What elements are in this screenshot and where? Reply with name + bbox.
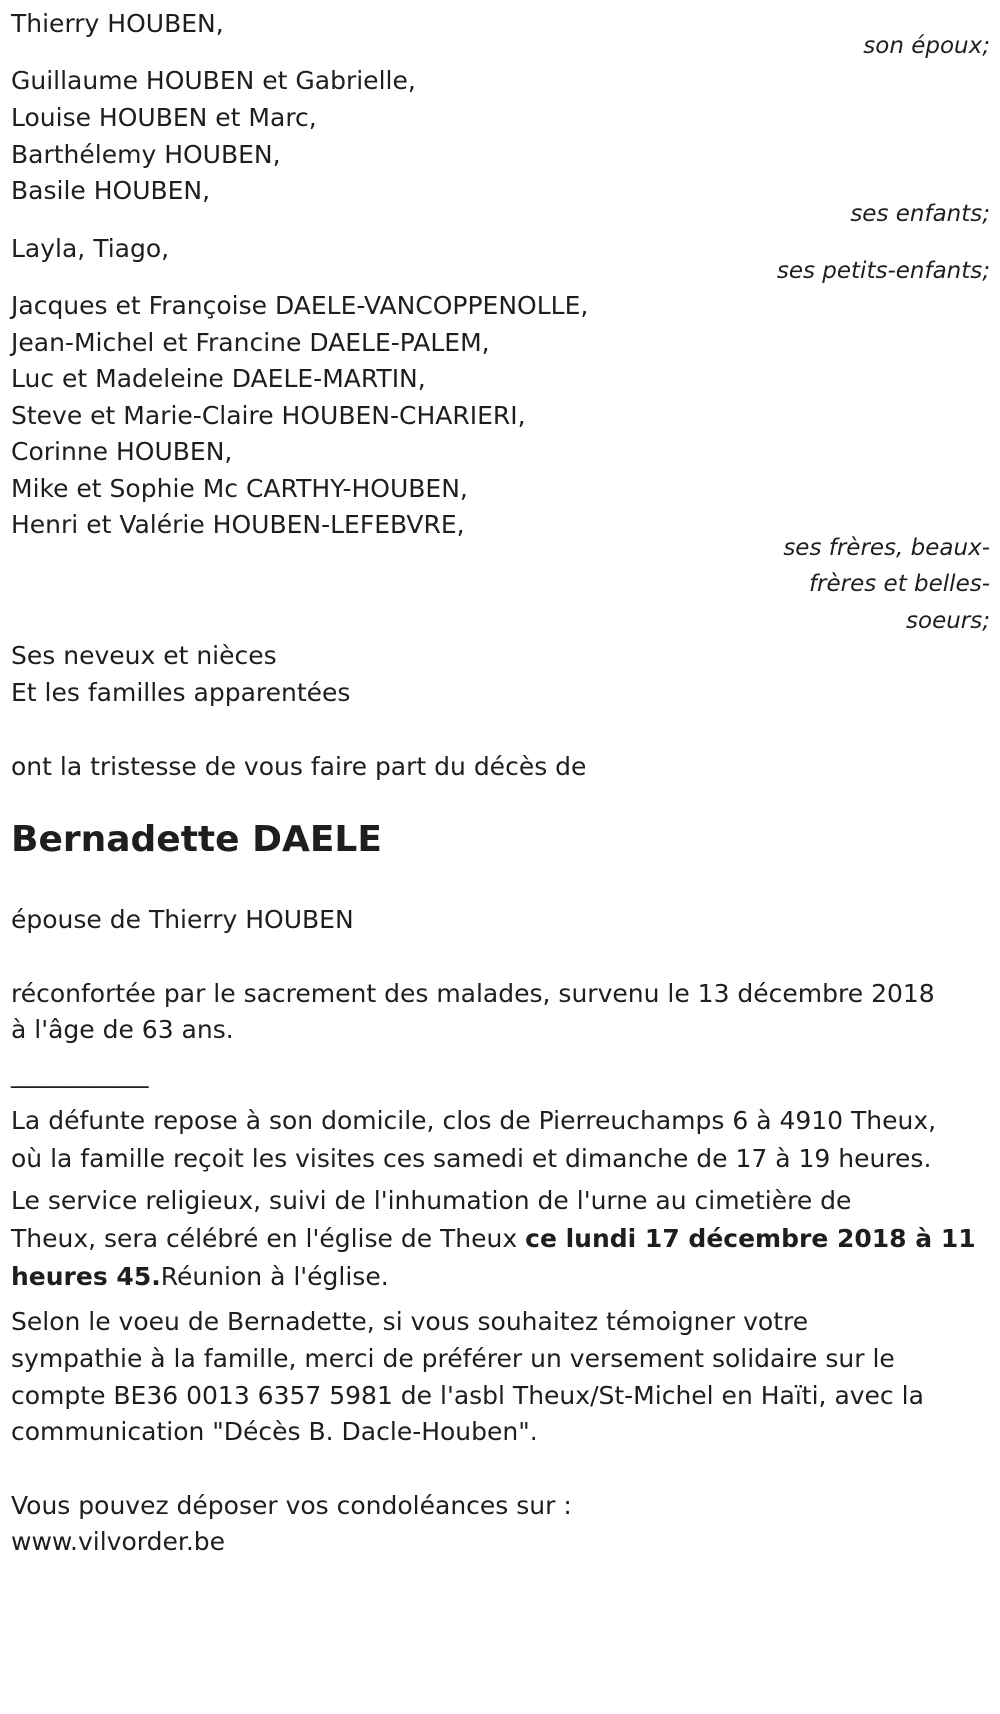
sibling-name: Jacques et Françoise DAELE-VANCOPPENOLLE, bbox=[11, 291, 589, 320]
child-name: Basile HOUBEN, bbox=[11, 176, 211, 205]
sibling-name: Jean-Michel et Francine DAELE-PALEM, bbox=[11, 328, 490, 357]
sibling-name: Corinne HOUBEN, bbox=[11, 437, 233, 466]
wish-line: sympathie à la famille, merci de préférer un versement solidaire sur le bbox=[11, 1344, 895, 1373]
service-line bbox=[11, 1259, 389, 1295]
visits-line: où la famille reçoit les visites ces samedi et dimanche de 17 à 19 heures. bbox=[11, 1144, 932, 1173]
meeting-text: Réunion à l'église. bbox=[160, 1262, 389, 1291]
service-text: Theux, sera célébré en l'église de Theux bbox=[11, 1224, 526, 1253]
sibling-name: Henri et Valérie HOUBEN-LEFEBVRE, bbox=[11, 510, 465, 539]
grandchildren-names: Layla, Tiago, bbox=[11, 234, 170, 263]
spouse-of-line: épouse de Thierry HOUBEN bbox=[11, 905, 354, 934]
condolences-link-line bbox=[11, 1524, 225, 1560]
families-line: Et les familles apparentées bbox=[11, 678, 351, 707]
service-time: heures 45. bbox=[11, 1262, 161, 1291]
wish-line: Selon le voeu de Bernadette, si vous souhaitez témoigner votre bbox=[11, 1307, 809, 1336]
sibling-name: Mike et Sophie Mc CARTHY-HOUBEN, bbox=[11, 474, 468, 503]
children-role: ses enfants; bbox=[850, 201, 990, 227]
grandchildren-role: ses petits-enfants; bbox=[776, 258, 990, 284]
child-name: Guillaume HOUBEN et Gabrielle, bbox=[11, 66, 416, 95]
rest-location-line: La défunte repose à son domicile, clos de Pierreuchamps 6 à 4910 Theux, bbox=[11, 1106, 937, 1135]
siblings-role: ses frères, beaux- bbox=[783, 535, 990, 561]
siblings-role: soeurs; bbox=[906, 608, 990, 634]
nephews-line: Ses neveux et nièces bbox=[11, 641, 277, 670]
service-date: ce lundi 17 décembre 2018 à 11 bbox=[525, 1224, 976, 1253]
service-line bbox=[11, 1221, 976, 1257]
siblings-role: frères et belles- bbox=[808, 571, 990, 597]
separator-line: ___________ bbox=[11, 1059, 149, 1088]
deceased-name: Bernadette DAELE bbox=[11, 819, 382, 860]
condolences-text: Vous pouvez déposer vos condoléances sur : bbox=[11, 1491, 572, 1520]
child-name: Louise HOUBEN et Marc, bbox=[11, 103, 317, 132]
spouse-name: Thierry HOUBEN, bbox=[11, 9, 224, 38]
spouse-role: son époux; bbox=[863, 33, 990, 59]
child-name: Barthélemy HOUBEN, bbox=[11, 140, 281, 169]
service-line: Le service religieux, suivi de l'inhumation de l'urne au cimetière de bbox=[11, 1186, 852, 1215]
death-details-line: réconfortée par le sacrement des malades, survenu le 13 décembre 2018 bbox=[11, 979, 935, 1008]
wish-line: communication "Décès B. Dacle-Houben". bbox=[11, 1417, 538, 1446]
wish-line: compte BE36 0013 6357 5981 de l'asbl Theux/St-Michel en Haïti, avec la bbox=[11, 1381, 924, 1410]
sibling-name: Luc et Madeleine DAELE-MARTIN, bbox=[11, 364, 426, 393]
sibling-name: Steve et Marie-Claire HOUBEN-CHARIERI, bbox=[11, 401, 526, 430]
age-line: à l'âge de 63 ans. bbox=[11, 1015, 234, 1044]
announcement-text: ont la tristesse de vous faire part du décès de bbox=[11, 752, 587, 781]
condolences-link[interactable]: www.vilvorder.be bbox=[11, 1527, 226, 1556]
